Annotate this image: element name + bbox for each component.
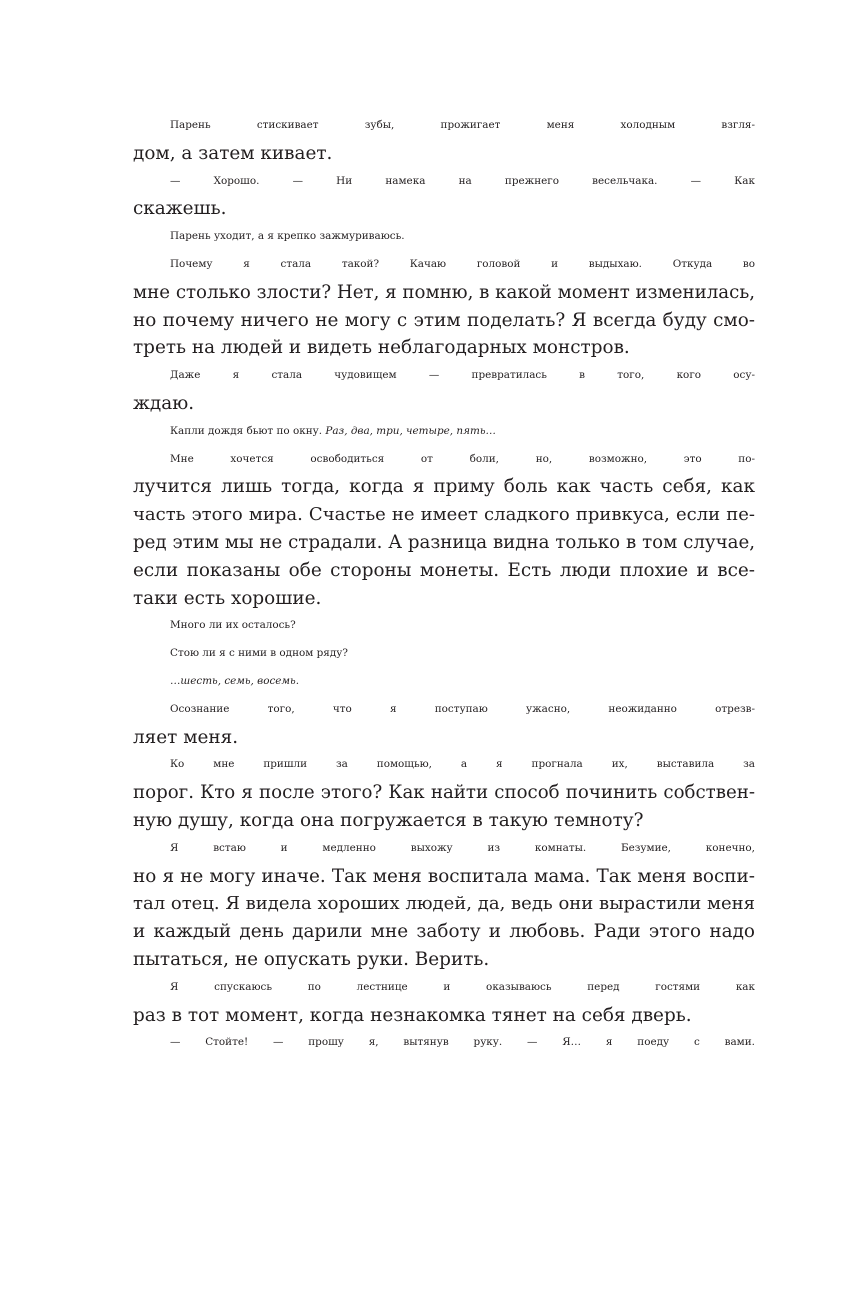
text-line-content: но почему ничего не могу с этим поделать? Я всегда буду смо- <box>133 309 755 331</box>
italic-text: Раз, два, три, четыре, пять… <box>325 424 496 437</box>
text-line-content: мне столько злости? Нет, я помню, в какой момент изменилась, <box>133 281 756 303</box>
text-line <box>133 696 755 724</box>
text-line <box>133 557 755 585</box>
text-line-content: если показаны обе стороны монеты. Есть люди плохие и все- <box>133 559 755 581</box>
text-line <box>133 835 755 863</box>
text-line <box>133 362 755 390</box>
text-line-content: Почему я стала такой? Качаю головой и выдыхаю. Откуда во <box>170 257 755 270</box>
text-line-content: Стою ли я с ними в одном ряду? <box>170 647 348 660</box>
text-line-content: пытаться, не опускать руки. Верить. <box>133 948 490 970</box>
text-line-content: но я не могу иначе. Так меня воспитала мама. Так меня воспи- <box>133 865 755 887</box>
text-line-content: раз в тот момент, когда незнакомка тянет на себя дверь. <box>133 1004 692 1026</box>
text-line <box>133 779 755 807</box>
italic-text: …шесть, семь, восемь. <box>170 674 300 687</box>
text-line-content: Даже я стала чудовищем — превратилась в того, кого осу- <box>170 369 755 382</box>
text-line-content: ред этим мы не страдали. А разница видна только в том случае, <box>133 531 755 553</box>
text-line <box>133 751 755 779</box>
text-line <box>133 195 755 223</box>
text-line-content: треть на людей и видеть неблагодарных монстров. <box>133 337 630 359</box>
text-line-content: Я спускаюсь по лестнице и оказываюсь перед гостями как <box>170 980 755 993</box>
text-line <box>133 640 755 668</box>
text-line <box>133 863 755 891</box>
text-line <box>133 390 755 418</box>
text-line <box>133 807 755 835</box>
text-line <box>133 223 755 251</box>
text-line-content: — Стойте! — прошу я, вытянув руку. — Я… я поеду с вами. <box>170 1036 755 1049</box>
text-line-content: Капли дождя бьют по окну. <box>170 424 326 437</box>
text-line <box>133 918 755 946</box>
text-line <box>133 140 755 168</box>
text-line <box>133 585 755 613</box>
text-line-content: Парень стискивает зубы, прожигает меня холодным взгля- <box>170 119 755 131</box>
text-line <box>133 446 755 474</box>
text-line <box>133 529 755 557</box>
text-line <box>133 1029 755 1057</box>
text-line-content: Я встаю и медленно выхожу из комнаты. Безумие, конечно, <box>170 841 755 854</box>
text-line <box>133 612 755 640</box>
text-line <box>133 251 755 279</box>
text-line-content: Осознание того, что я поступаю ужасно, неожиданно отрезв- <box>170 702 755 715</box>
text-line <box>133 946 755 974</box>
text-line-content: и каждый день дарили мне заботу и любовь. Ради этого надо <box>133 921 755 943</box>
text-line <box>133 501 755 529</box>
text-line <box>133 334 755 362</box>
text-line <box>133 473 755 501</box>
text-line-content: Много ли их осталось? <box>170 619 296 632</box>
text-line-content: ную душу, когда она погружается в такую темноту? <box>133 809 644 831</box>
text-line-content: дом, а затем кивает. <box>133 142 333 164</box>
text-line-content: скажешь. <box>133 198 227 220</box>
text-line-content: ждаю. <box>133 392 195 414</box>
body-text <box>133 112 755 1057</box>
text-line-content: таки есть хорошие. <box>133 587 322 609</box>
text-line <box>133 112 755 140</box>
text-line-content: — Хорошо. — Ни намека на прежнего весельчака. — Как <box>170 174 755 187</box>
text-line <box>133 1002 755 1030</box>
text-line-content: лучится лишь тогда, когда я приму боль как часть себя, как <box>133 476 755 498</box>
text-line-content: ляет меня. <box>133 726 239 748</box>
text-line <box>133 724 755 752</box>
text-line-content: тал отец. Я видела хороших людей, да, ведь они вырастили меня <box>133 893 755 915</box>
text-line <box>133 307 755 335</box>
text-line-content: порог. Кто я после этого? Как найти способ починить собствен- <box>133 782 755 804</box>
text-line <box>133 418 755 446</box>
text-line <box>133 890 755 918</box>
text-line <box>133 279 755 307</box>
text-line-content: часть этого мира. Счастье не имеет сладкого привкуса, если пе- <box>133 504 755 526</box>
text-line-content: Ко мне пришли за помощью, а я прогнала их, выставила за <box>170 758 755 771</box>
text-line <box>133 668 755 696</box>
text-line <box>133 974 755 1002</box>
text-line <box>133 168 755 196</box>
text-line-content: Парень уходит, а я крепко зажмуриваюсь. <box>170 230 405 243</box>
text-line-content: Мне хочется освободиться от боли, но, возможно, это по- <box>170 452 755 465</box>
